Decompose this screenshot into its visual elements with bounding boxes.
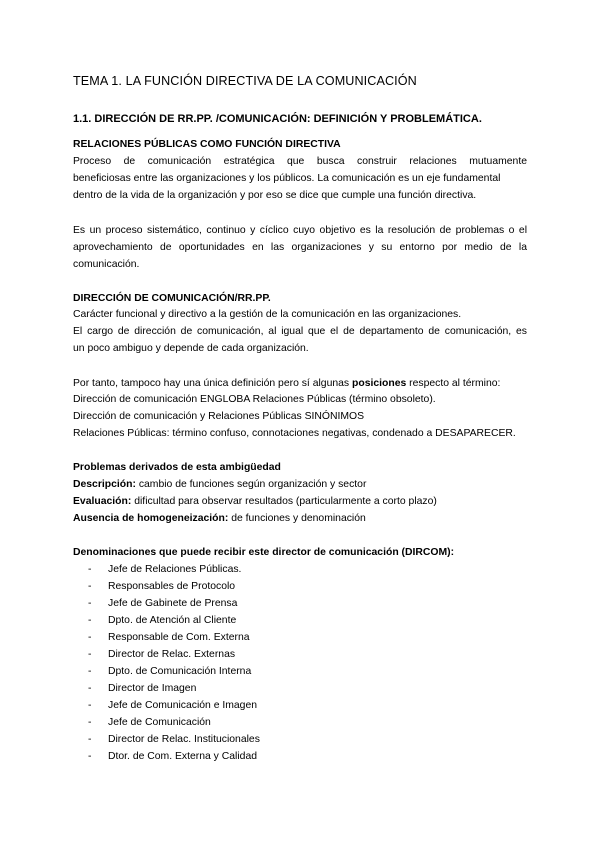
section-heading: 1.1. DIRECCIÓN DE RR.PP. /COMUNICACIÓN: DEFINICIÓN Y PROBLEMÁTICA. bbox=[73, 113, 482, 125]
position-line: Dirección de comunicación y Relaciones Públicas SINÓNIMOS bbox=[73, 411, 365, 422]
dircom-paragraph-2-line-2: un poco ambiguo y depende de cada organización. bbox=[73, 343, 309, 354]
dircom-paragraph-2-line-1: El cargo de dirección de comunicación, al igual que el de departamento de comunicación, es bbox=[73, 326, 527, 337]
positions-intro bbox=[73, 377, 500, 390]
list-item: Responsables de Protocolo bbox=[108, 581, 236, 592]
bullet: - bbox=[88, 649, 92, 660]
bullet: - bbox=[88, 615, 92, 626]
rp-paragraph-1-line-1: Proceso de comunicación estratégica que busca construir relaciones mutuamente bbox=[73, 156, 527, 167]
list-item: Responsable de Com. Externa bbox=[108, 632, 250, 643]
bullet: - bbox=[88, 700, 92, 711]
positions-intro-tail: respecto al término: bbox=[406, 378, 501, 389]
list-item: Dpto. de Atención al Cliente bbox=[108, 615, 237, 626]
rp-paragraph-2-line-3: comunicación. bbox=[73, 259, 140, 270]
bullet: - bbox=[88, 734, 92, 745]
problem-label: Evaluación: bbox=[73, 496, 132, 507]
positions-intro-text: Por tanto, tampoco hay una única definición pero sí algunas bbox=[73, 378, 352, 389]
list-item: Jefe de Comunicación e Imagen bbox=[108, 700, 258, 711]
bullet: - bbox=[88, 564, 92, 575]
bullet: - bbox=[88, 717, 92, 728]
bullet: - bbox=[88, 751, 92, 762]
problem-text: de funciones y denominación bbox=[228, 513, 366, 524]
dircom-heading: DIRECCIÓN DE COMUNICACIÓN/RR.PP. bbox=[73, 293, 271, 304]
list-item: Jefe de Gabinete de Prensa bbox=[108, 598, 238, 609]
rp-paragraph-1-line-2: beneficiosas entre las organizaciones y los públicos. La comunicación es un eje fundamental bbox=[73, 173, 501, 184]
rp-heading: RELACIONES PÚBLICAS COMO FUNCIÓN DIRECTIVA bbox=[73, 139, 341, 150]
list-item: Jefe de Relaciones Públicas. bbox=[108, 564, 242, 575]
list-item: Jefe de Comunicación bbox=[108, 717, 211, 728]
list-item: Dtor. de Com. Externa y Calidad bbox=[108, 751, 257, 762]
bullet: - bbox=[88, 581, 92, 592]
list-item: Director de Relac. Institucionales bbox=[108, 734, 260, 745]
bullet: - bbox=[88, 666, 92, 677]
problem-item bbox=[73, 478, 366, 491]
names-heading: Denominaciones que puede recibir este director de comunicación (DIRCOM): bbox=[73, 547, 455, 558]
problem-text: dificultad para observar resultados (particularmente a corto plazo) bbox=[131, 496, 437, 507]
dircom-paragraph-1: Carácter funcional y directivo a la gestión de la comunicación en las organizaciones. bbox=[73, 309, 462, 320]
problem-label: Descripción: bbox=[73, 479, 136, 490]
positions-keyword: posiciones bbox=[352, 378, 407, 389]
problems-heading: Problemas derivados de esta ambigüedad bbox=[73, 462, 281, 473]
position-line: Relaciones Públicas: término confuso, connotaciones negativas, condenado a DESAPARECER. bbox=[73, 428, 516, 439]
rp-paragraph-2-line-1: Es un proceso sistemático, continuo y cíclico cuyo objetivo es la resolución de problemas o el bbox=[73, 225, 527, 236]
bullet: - bbox=[88, 632, 92, 643]
list-item: Director de Imagen bbox=[108, 683, 197, 694]
list-item: Director de Relac. Externas bbox=[108, 649, 236, 660]
position-line: Dirección de comunicación ENGLOBA Relaciones Públicas (término obsoleto). bbox=[73, 394, 436, 405]
page-title: TEMA 1. LA FUNCIÓN DIRECTIVA DE LA COMUNICACIÓN bbox=[73, 74, 417, 88]
rp-paragraph-2-line-2: aprovechamiento de oportunidades en las organizaciones y su entorno por medio de la bbox=[73, 242, 527, 253]
list-item: Dpto. de Comunicación Interna bbox=[108, 666, 252, 677]
problem-item bbox=[73, 512, 366, 525]
bullet: - bbox=[88, 683, 92, 694]
problem-label: Ausencia de homogeneización: bbox=[73, 513, 229, 524]
problem-text: cambio de funciones según organización y sector bbox=[135, 479, 367, 490]
rp-paragraph-1-line-3: dentro de la vida de la organización y por eso se dice que cumple una función directiva. bbox=[73, 190, 477, 201]
problem-item bbox=[73, 495, 437, 508]
bullet: - bbox=[88, 598, 92, 609]
